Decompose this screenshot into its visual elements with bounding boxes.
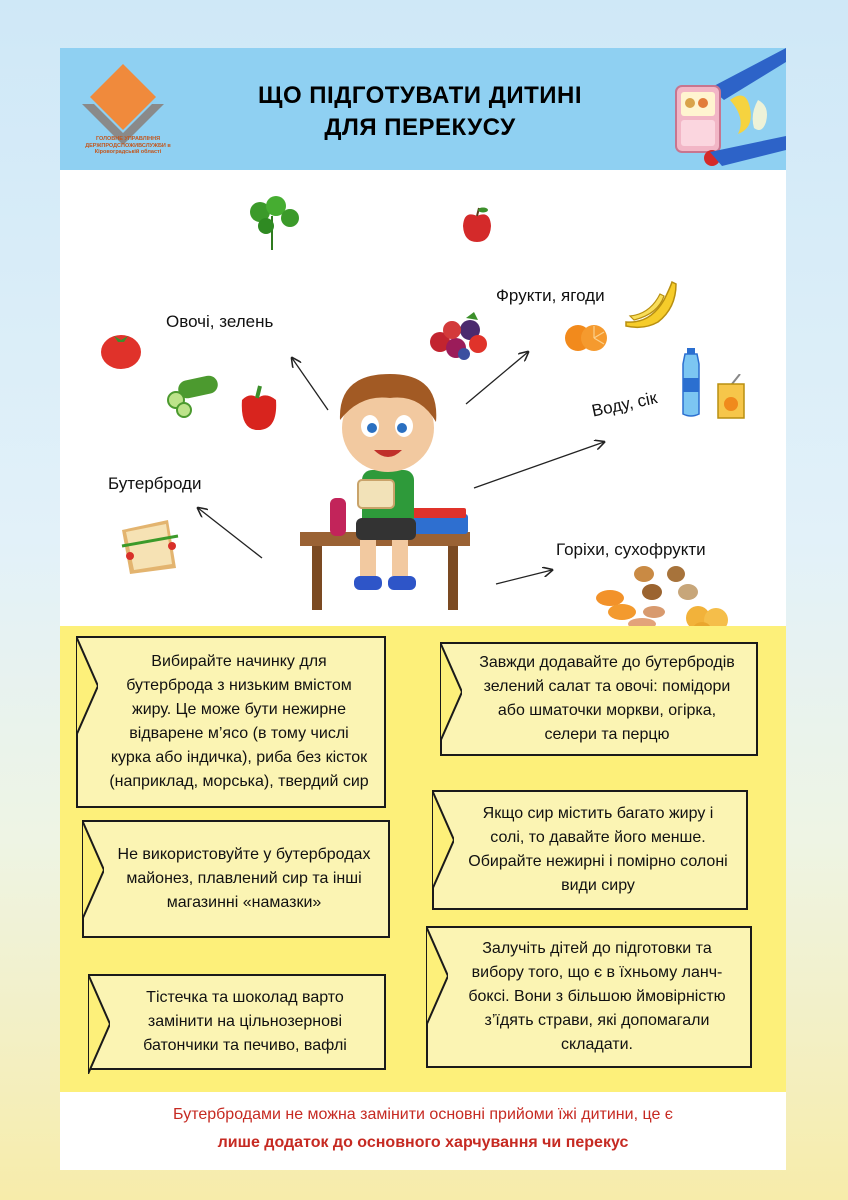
footer-note xyxy=(60,1092,786,1170)
water-bottle-icon xyxy=(678,348,704,418)
arrow-sandwiches xyxy=(198,508,262,558)
tip-add-vegetables: Завжди додавайте до бутербродів зелений салат та овочі: помідори або шматочки моркви, огірка, селери та перцю xyxy=(440,642,758,756)
lunchbox-hands-icon xyxy=(670,48,786,170)
ribbon-notch-icon xyxy=(440,642,462,742)
boy-eating-sandwich-icon xyxy=(300,364,480,614)
ribbon-notch-icon xyxy=(426,926,448,1026)
ribbon-notch-icon xyxy=(82,820,104,920)
ribbon-notch-icon xyxy=(76,636,98,736)
footer-line-2: лише додаток до основного харчування чи перекус xyxy=(217,1134,629,1151)
label-drinks: Воду, сік xyxy=(590,388,659,421)
sandwich-icon xyxy=(116,516,180,578)
arrow-nuts xyxy=(496,570,552,584)
tip-no-mayonnaise: Не використовуйте у бутербродах майонез, плавлений сир та інші магазинні «намазки» xyxy=(82,820,390,938)
page-title: ЩО ПІДГОТУВАТИ ДИТИНІ ДЛЯ ПЕРЕКУСУ xyxy=(258,82,582,141)
apple-icon xyxy=(460,206,494,244)
poster xyxy=(60,48,786,1170)
orange-icon xyxy=(564,320,608,354)
label-sandwiches: Бутерброди xyxy=(108,474,202,493)
tips-section xyxy=(60,626,786,1092)
footer-line-1: Бутербродами не можна замінити основні прийоми їжі дитини, це є xyxy=(173,1106,673,1123)
header-banner xyxy=(60,48,786,170)
berries-icon xyxy=(426,308,494,362)
bell-pepper-icon xyxy=(236,384,282,432)
parsley-icon xyxy=(240,196,304,250)
tip-sandwich-filling: Вибирайте начинку для бутерброда з низьким вмістом жиру. Це може бути нежирне відварене м’ясо (в тому числі курка або індичка), риба без кісток (наприклад, морська), твердий сир xyxy=(76,636,386,808)
banana-icon xyxy=(620,278,680,330)
label-fruits: Фрукти, ягоди xyxy=(496,286,605,305)
illustration-scene xyxy=(60,170,786,626)
label-nuts: Горіхи, сухофрукти xyxy=(556,540,706,559)
tip-replace-sweets: Тістечка та шоколад варто замінити на цільнозернові батончики та печиво, вафлі xyxy=(88,974,386,1070)
ribbon-notch-icon xyxy=(88,974,110,1074)
cucumber-icon xyxy=(164,374,220,418)
tip-cheese: Якщо сир містить багато жиру і солі, то давайте його менше. Обирайте нежирні і помірно солоні види сиру xyxy=(432,790,748,910)
tip-involve-children: Залучіть дітей до підготовки та вибору того, що є в їхньому ланч-боксі. Вони з більшою ймовірністю з’їдять страви, які допомагали складати. xyxy=(426,926,752,1068)
arrow-drinks xyxy=(474,442,604,488)
label-vegetables: Овочі, зелень xyxy=(166,312,274,331)
tomato-icon xyxy=(100,330,142,370)
logo-text: ГОЛОВНЕ УПРАВЛІННЯ ДЕРЖПРОДСПОЖИВСЛУЖБИ в Кіровоградській області xyxy=(85,136,171,155)
juice-box-icon xyxy=(712,374,748,420)
ribbon-notch-icon xyxy=(432,790,454,890)
